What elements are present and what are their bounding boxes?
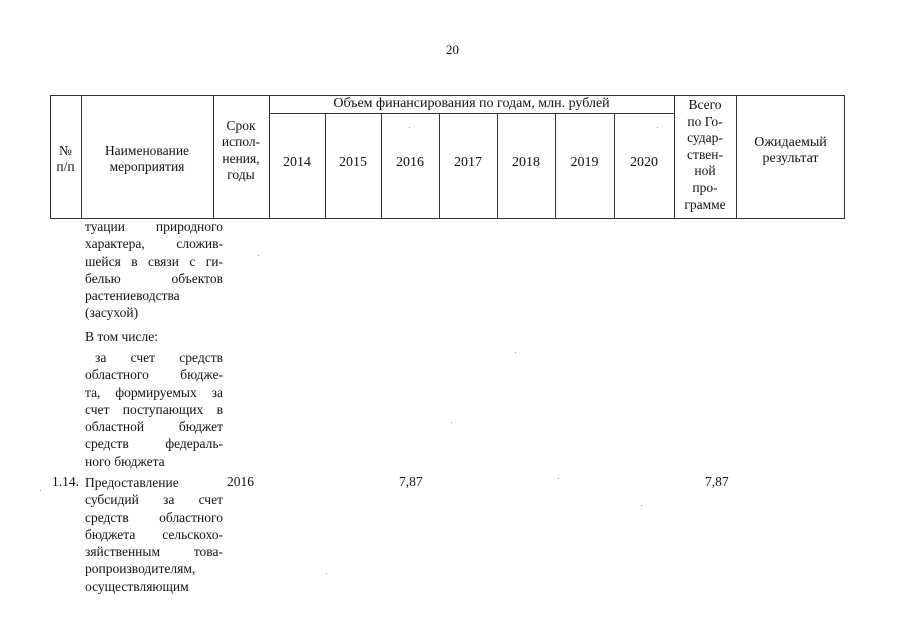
header-funding-title: Объем финансирования по годам, млн. рублей: [333, 96, 610, 111]
scan-speck: [40, 490, 41, 491]
header-year: 2016: [396, 155, 424, 170]
header-number: № п/п: [56, 143, 75, 175]
header-result: Ожидаемый результат: [754, 135, 827, 167]
page-number: 20: [446, 42, 459, 57]
row-description: Предоставление субсидий за счет средств областного бюджета сельскохо- зяйственным това- ропроизводителям, осуществляющим: [85, 475, 223, 594]
scan-speck: [515, 352, 516, 353]
header-year: 2015: [339, 155, 367, 170]
row-term: 2016: [227, 474, 254, 489]
scan-speck: [451, 422, 452, 423]
scan-speck: [409, 127, 410, 128]
header-name: Наименование мероприятия: [104, 143, 190, 175]
header-term: Срок испол- нения, годы: [221, 118, 261, 182]
scan-speck: [326, 573, 327, 574]
scan-speck: [558, 478, 559, 479]
continued-description: туации природного характера, сложив- шейся в связи с ги- белью объектов растениеводства (засухой): [85, 219, 223, 321]
funding-divider: [269, 113, 674, 114]
scan-speck: [258, 255, 259, 256]
scan-speck: [657, 127, 658, 128]
scan-speck: [641, 505, 642, 506]
header-year: 2018: [512, 155, 540, 170]
row-value-2016: 7,87: [399, 474, 423, 489]
including-label: В том числе:: [85, 329, 158, 344]
header-year: 2014: [283, 155, 311, 170]
sub-description: за счет средств областного бюдже- та, формируемых за счет поступающих в областной бюджет средств федераль- ного бюджета: [85, 350, 223, 469]
header-total: Всего по Го- судар- ствен- ной про- грамме: [684, 97, 726, 212]
header-year: 2019: [570, 155, 599, 170]
row-total: 7,87: [705, 474, 729, 489]
header-year: 2020: [630, 155, 658, 170]
row-number: 1.14.: [52, 474, 79, 489]
header-year: 2017: [454, 155, 482, 170]
